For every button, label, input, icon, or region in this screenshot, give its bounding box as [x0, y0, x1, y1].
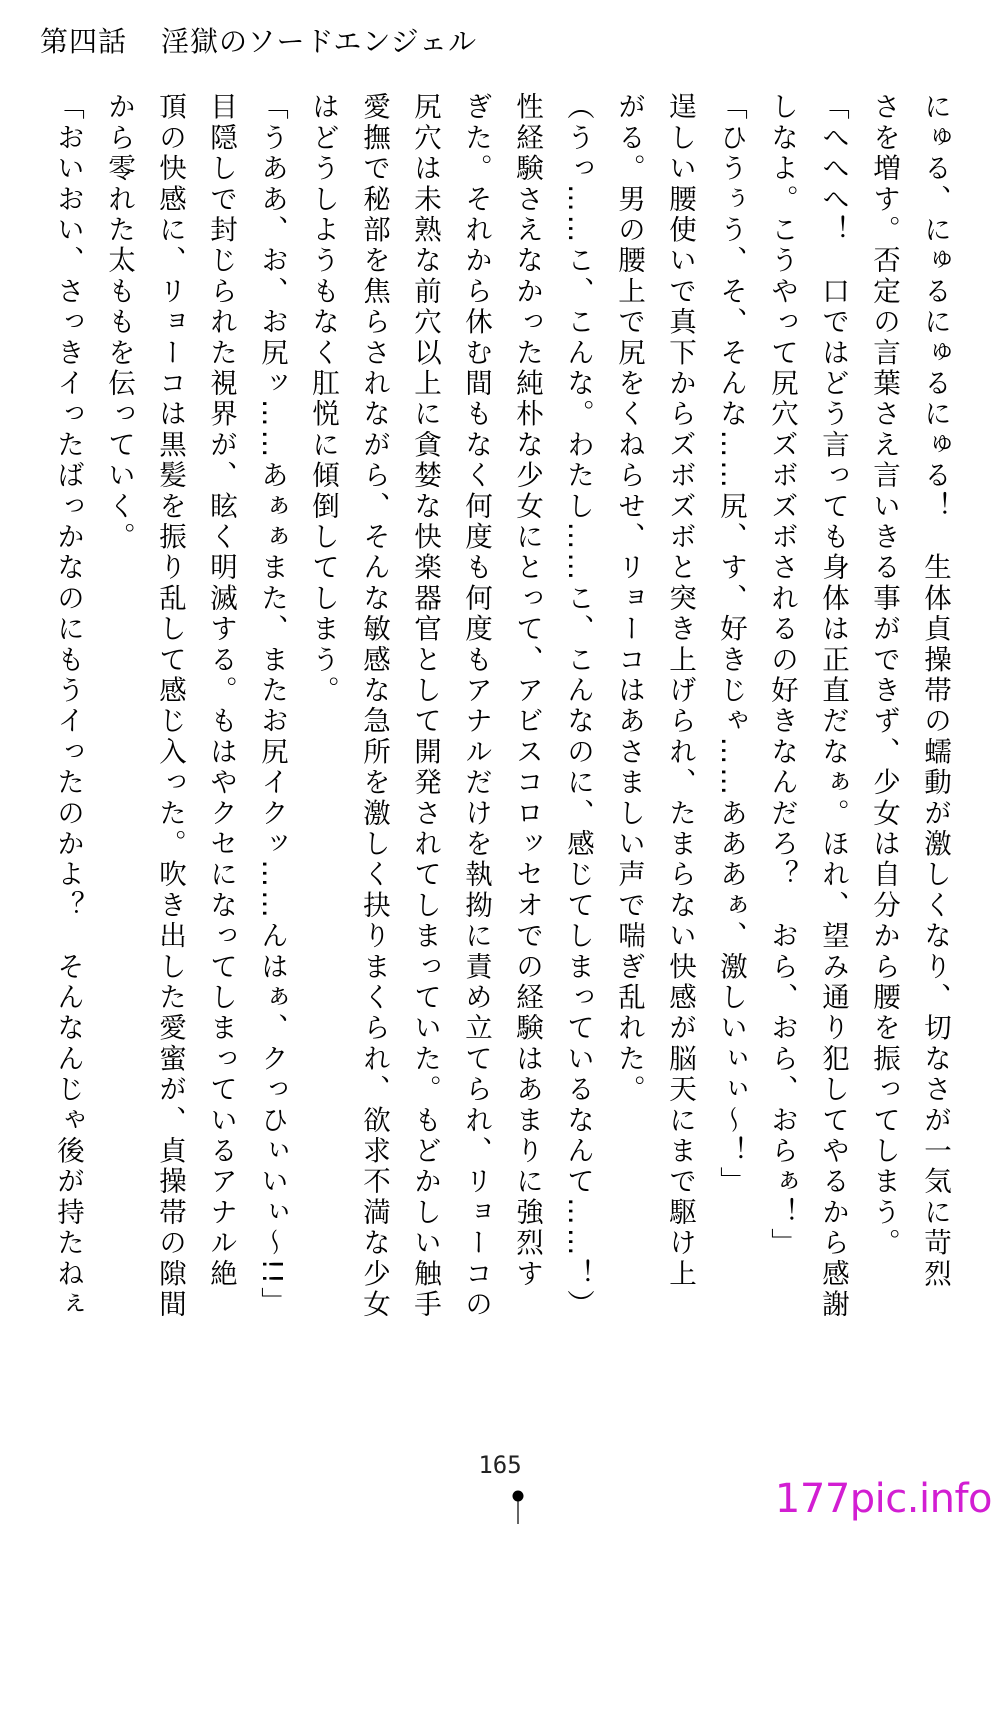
- text-line: 「ひうぅう、そ、そんな……尻、す、好きじゃ……あああぁ、激しいぃぃ～！」: [715, 92, 747, 1198]
- text-line: 「へへへ！ 口ではどう言っても身体は正直だなぁ。ほれ、望み通り犯してやるから感謝: [817, 92, 849, 1320]
- page-number: 165: [478, 1451, 522, 1479]
- watermark-text: 177pic.info: [774, 1476, 992, 1522]
- text-line: しなよ。こうやって尻穴ズボズボされるの好きなんだろ？ おら、おら、おらぁ！」: [766, 92, 798, 1259]
- text-line: 尻穴は未熟な前穴以上に貪婪な快楽器官として開発されてしまっていた。もどかしい触手: [409, 92, 441, 1320]
- text-line: にゅる、にゅるにゅるにゅる！ 生体貞操帯の蠕動が激しくなり、切なさが一気に苛烈: [919, 92, 951, 1290]
- text-line: さを増す。否定の言葉さえ言いきる事ができず、少女は自分から腰を振ってしまう。: [868, 92, 900, 1259]
- running-header: [40, 20, 477, 64]
- text-line: ぎた。それから休む間もなく何度も何度もアナルだけを執拗に責め立てられ、リョーコの: [460, 92, 492, 1320]
- text-line: 頂の快感に、リョーコは黒髪を振り乱して感じ入った。吹き出した愛蜜が、貞操帯の隙間: [154, 92, 186, 1320]
- text-line: がる。男の腰上で尻をくねらせ、リョーコはあさましい声で喘ぎ乱れた。: [613, 92, 645, 1106]
- text-line: 目隠しで封じられた視界が、眩く明滅する。もはやクセになってしまっているアナル絶: [205, 92, 237, 1290]
- text-line: 逞しい腰使いで真下からズボズボと突き上げられ、たまらない快感が脳天にまで駆け上: [664, 92, 696, 1290]
- chapter-label: 第四話: [40, 25, 128, 58]
- chapter-title: 淫獄のソードエンジェル: [161, 25, 478, 58]
- page-bullet-icon: [512, 1488, 524, 1524]
- text-line: から零れた太ももを伝っていく。: [103, 92, 135, 553]
- text-line: （うっ……こ、こんな。わたし……こ、こんなのに、感じてしまっているなんて……！）: [562, 92, 594, 1320]
- text-line: 「うああ、お、お尻ッ……あぁぁまた、またお尻イクッ……んはぁ、クっひぃいぃ～!!」: [256, 92, 288, 1318]
- text-line: 「おいおい、さっきイったばっかなのにもうイったのかよ？ そんなんじゃ後が持たねぇ: [52, 92, 84, 1320]
- text-line: 愛撫で秘部を焦らされながら、そんな敏感な急所を激しく抉りまくられ、欲求不満な少女: [358, 92, 390, 1320]
- text-line: はどうしようもなく肛悦に傾倒してしまう。: [307, 92, 339, 706]
- text-line: 性経験さえなかった純朴な少女にとって、アビスコロッセオでの経験はあまりに強烈す: [511, 92, 543, 1290]
